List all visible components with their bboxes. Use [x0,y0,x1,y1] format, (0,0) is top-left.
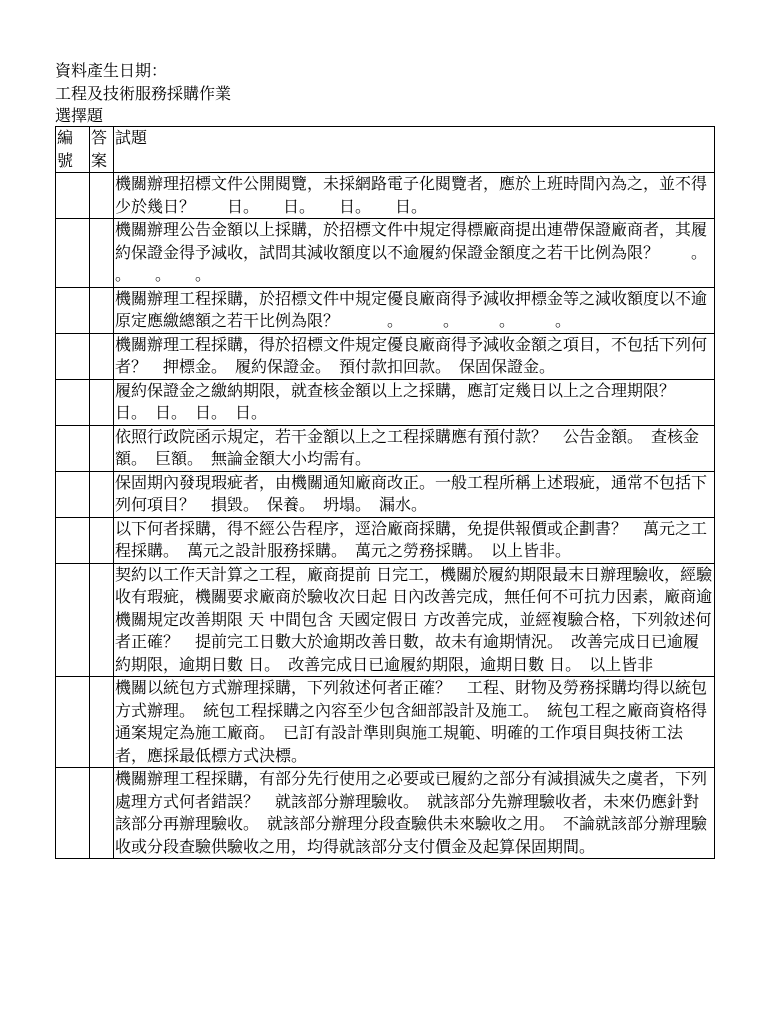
header-answer: 答案 [90,127,114,173]
table-row [56,287,715,333]
table-row [56,173,715,219]
table-row [56,219,715,288]
category-title: 工程及技術服務採購作業 [55,83,232,103]
question-number [56,287,90,333]
question-text: 契約以工作天計算之工程，廠商提前 日完工，機關於履約期限最末日辦理驗收，經驗收有瑕疵，機關要求廠商於驗收次日起 日內改善完成，無任何不可抗力因素，廠商逾機關規定改善期限 天 中間包含 天國定假日 方改善完成，並經複驗合格，下列敘述何者正確？ 提前完工日數大於逾期改善日數，故未有逾期情況。 改善完成日已逾履約期限，逾期日數 日。 改善完成日已逾履約期限，逾期日數 日。 以上皆非 [114,563,715,677]
question-text: 依照行政院函示規定，若干金額以上之工程採購應有預付款？ 公告金額。 查核金額。 巨額。 無論金額大小均需有。 [114,425,715,471]
question-table [55,126,732,859]
question-answer [90,287,114,333]
question-text: 機關辦理工程採購，於招標文件中規定優良廠商得予減收押標金等之減收額度以不逾原定應繳總額之若干比例為限？ 。 。 。 。 [114,287,715,333]
table-row [56,563,715,677]
header-number: 編號 [56,127,90,173]
question-answer [90,333,114,379]
question-text: 履約保證金之繳納期限，就查核金額以上之採購，應訂定幾日以上之合理期限？ 日。 日。 日。 日。 [114,379,715,425]
table-row [56,379,715,425]
question-text: 保固期內發現瑕疵者，由機關通知廠商改正。一般工程所稱上述瑕疵，通常不包括下列何項目？ 損毀。 保養。 坍塌。 漏水。 [114,471,715,517]
question-answer [90,173,114,219]
question-answer [90,219,114,288]
question-answer [90,471,114,517]
question-number [56,768,90,859]
table-row [56,768,715,859]
question-answer [90,768,114,859]
question-number [56,219,90,288]
question-text: 以下何者採購，得不經公告程序，逕洽廠商採購，免提供報價或企劃書？ 萬元之工程採購。 萬元之設計服務採購。 萬元之勞務採購。 以上皆非。 [114,517,715,563]
question-number [56,517,90,563]
question-text: 機關辦理公告金額以上採購，於招標文件中規定得標廠商提出連帶保證廠商者，其履約保證金得予減收，試問其減收額度以不逾履約保證金額度之若干比例為限？ 。 。 。 。 [114,219,715,288]
generation-date-label: 資料產生日期： [55,61,168,80]
question-number [56,425,90,471]
question-text: 機關以統包方式辦理採購，下列敘述何者正確？ 工程、財物及勞務採購均得以統包方式辦理。 統包工程採購之內容至少包含細部設計及施工。 統包工程之廠商資格得通案規定為施工廠商。 已訂有設計準則與施工規範、明確的工作項目與技術工法者，應採最低標方式決標。 [114,677,715,768]
question-text: 機關辦理招標文件公開閱覽，未採網路電子化閱覽者，應於上班時間內為之，並不得少於幾日？ 日。 日。 日。 日。 [114,173,715,219]
table-header-row [56,127,715,173]
question-text: 機關辦理工程採購，得於招標文件規定優良廠商得予減收金額之項目，不包括下列何者？ 押標金。 履約保證金。 預付款扣回款。 保固保證金。 [114,333,715,379]
question-answer [90,563,114,677]
question-answer [90,425,114,471]
table-row [56,471,715,517]
table-row [56,425,715,471]
question-answer [90,677,114,768]
question-number [56,379,90,425]
question-number [56,173,90,219]
question-list [56,173,732,859]
document-header [55,60,231,128]
question-type: 選擇題 [55,106,104,125]
table-row [56,333,715,379]
question-number [56,333,90,379]
question-text: 機關辦理工程採購，有部分先行使用之必要或已履約之部分有減損滅失之虞者，下列處理方式何者錯誤？ 就該部分辦理驗收。 就該部分先辦理驗收者，未來仍應針對該部分再辦理驗收。 就該部分辦理分段查驗供未來驗收之用。 不論就該部分辦理驗收或分段查驗供驗收之用，均得就該部分支付價金及起算保固期間。 [114,768,715,859]
question-number [56,563,90,677]
question-answer [90,379,114,425]
question-answer [90,517,114,563]
table-row [56,517,715,563]
table-row [56,677,715,768]
question-number [56,471,90,517]
header-question: 試題 [114,127,715,173]
question-number [56,677,90,768]
